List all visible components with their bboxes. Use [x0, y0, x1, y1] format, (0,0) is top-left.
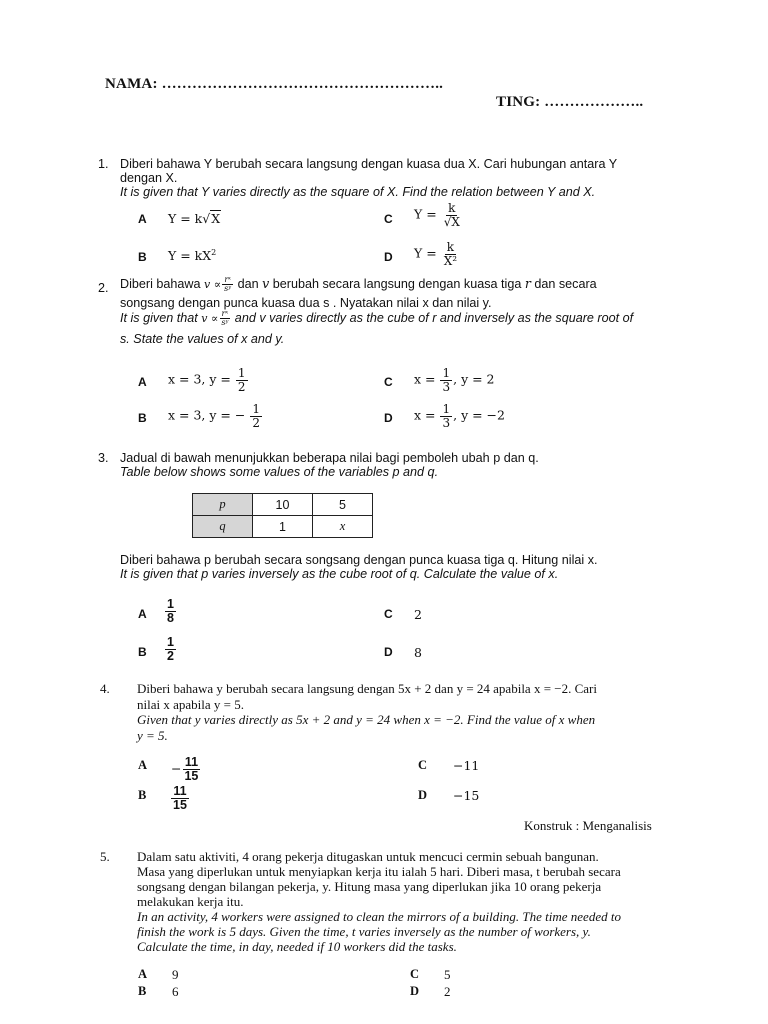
fraction-denominator: sʸ [221, 318, 229, 328]
option-fraction [236, 367, 248, 393]
question-5-malay-line-3: songsang dengan bilangan pekerja, y. Hitung masa yang diperlukan jika 10 orang pekerja [137, 879, 602, 894]
fraction-numerator: 11 [184, 755, 199, 769]
sqrt-symbol: √ [202, 211, 211, 226]
question-4-english-line-1: Given that y varies directly as 5x + 2 and y = 24 when x = −2. Find the value of x when [137, 712, 596, 727]
question-5-english-line-1: In an activity, 4 workers were assigned to clean the mirrors of a building. The time needed to [137, 909, 621, 924]
question-5-number: 5. [100, 849, 110, 864]
option-prefix: x = 3, y = − [168, 407, 246, 423]
math-expression: v ∝ [204, 278, 222, 292]
q4-option-a-expression[interactable] [171, 756, 201, 783]
table-cell: x [313, 516, 373, 538]
question-1-malay-line-2: dengan X. [120, 171, 178, 185]
q3-option-b-expression[interactable] [164, 636, 177, 663]
math-variable: v [262, 276, 270, 292]
text-segment: Diberi bahawa [120, 277, 205, 292]
question-5-malay-line-1: Dalam satu aktiviti, 4 orang pekerja ditugaskan untuk mencuci cermin sebuah bangunan. [137, 849, 599, 864]
text-segment: dan secara [530, 277, 597, 292]
fraction-numerator: 11 [173, 784, 187, 798]
question-3-english: Table below shows some values of the variables p and q. [120, 465, 439, 479]
fraction-denominator: √X [443, 214, 460, 229]
q1-option-d-lhs: Y = [414, 245, 437, 261]
q1-option-c-letter[interactable]: C [384, 212, 393, 226]
question-2-malay-line-2: songsang dengan punca kuasa dua s . Nyatakan nilai x dan nilai y. [120, 296, 492, 310]
fraction-denominator: 15 [184, 769, 199, 784]
q4-option-a-letter[interactable]: A [138, 758, 148, 772]
q2-option-b-letter[interactable]: B [138, 411, 147, 425]
fraction-numerator: 1 [442, 366, 451, 380]
option-fraction [440, 403, 452, 429]
minus-sign: − [171, 761, 182, 777]
q1-option-d-letter[interactable]: D [384, 250, 393, 264]
math-fraction [222, 276, 233, 294]
option-fraction [250, 403, 262, 429]
option-fraction [165, 636, 176, 663]
q3-option-a-letter[interactable]: A [138, 607, 147, 621]
table-cell-header: q [193, 516, 253, 538]
q3-option-a-expression[interactable] [164, 598, 177, 625]
q1-option-b-text: Y = kX [168, 248, 212, 264]
question-3-number: 3. [98, 451, 109, 465]
q1-option-d-fraction [442, 241, 459, 267]
question-2-malay-line-1 [120, 276, 597, 294]
fraction-numerator: 1 [442, 402, 451, 416]
fraction-numerator: k [448, 201, 456, 215]
fraction-numerator: rˣ [224, 275, 231, 284]
q3-option-d-value[interactable]: 8 [414, 645, 422, 660]
option-prefix: x = [414, 371, 436, 387]
question-1-english: It is given that Y varies directly as the square of X. Find the relation between Y and X. [120, 185, 596, 199]
q1-option-c-expression[interactable] [414, 202, 463, 228]
pq-values-table [192, 493, 373, 538]
question-1-number: 1. [98, 157, 109, 171]
q2-option-b-expression[interactable] [168, 403, 263, 429]
question-2-english-line-2: s. State the values of x and y. [120, 332, 285, 346]
form-field-label: TING: ……………….. [496, 94, 644, 110]
q2-option-c-letter[interactable]: C [384, 375, 393, 389]
q5-option-d-value[interactable]: 2 [444, 984, 451, 999]
q1-option-c-lhs: Y = [414, 206, 437, 222]
text-segment: berubah secara langsung dengan kuasa tiga [269, 277, 525, 292]
option-fraction [440, 367, 452, 393]
q5-option-c-letter[interactable]: C [410, 967, 420, 981]
question-1-malay-line-1: Diberi bahawa Y berubah secara langsung dengan kuasa dua X. Cari hubungan antara Y [120, 157, 618, 171]
option-prefix: x = [414, 407, 436, 423]
option-prefix: x = 3, y = [168, 371, 231, 387]
q5-option-d-letter[interactable]: D [410, 984, 420, 998]
fraction-numerator: 1 [252, 402, 260, 416]
fraction-numerator: 1 [167, 635, 174, 649]
option-fraction [171, 785, 189, 812]
question-5-malay-line-2: Masa yang diperlukan untuk menyiapkan kerja itu ialah 5 hari. Diberi masa, t berubah secara [137, 864, 621, 879]
question-2-english-line-1 [120, 310, 633, 328]
q2-option-c-expression[interactable] [414, 367, 495, 393]
question-5-english-line-2: finish the work is 5 days. Given the time, t varies inversely as the number of workers, y. [137, 924, 591, 939]
q5-option-a-letter[interactable]: A [138, 967, 148, 981]
q1-option-c-fraction [442, 202, 462, 228]
q2-option-a-letter[interactable]: A [138, 375, 147, 389]
q1-option-b-letter[interactable]: B [138, 250, 147, 264]
q3-option-c-letter[interactable]: C [384, 607, 393, 621]
q2-option-d-expression[interactable] [414, 403, 505, 429]
q1-option-d-expression[interactable] [414, 241, 460, 267]
q1-option-a-prefix: Y = k [168, 211, 203, 226]
table-cell-header: p [193, 494, 253, 516]
construct-label: Konstruk : Menganalisis [524, 818, 652, 833]
q4-option-d-value[interactable]: −15 [453, 788, 480, 803]
fraction-numerator: rˣ [221, 309, 229, 318]
fraction-denominator: 15 [173, 798, 187, 813]
fraction-denominator: 8 [167, 611, 174, 626]
fraction-denominator: sʸ [224, 284, 232, 294]
option-suffix: , y = 2 [453, 371, 495, 387]
q4-option-c-letter[interactable]: C [418, 758, 428, 772]
fraction-denominator: 2 [252, 415, 260, 430]
math-fraction [219, 310, 230, 328]
question-3-english-2: It is given that p varies inversely as the cube root of q. Calculate the value of x. [120, 567, 559, 581]
math-expression: v ∝ [201, 312, 219, 326]
q1-option-a-expression[interactable] [168, 211, 221, 226]
q1-option-a-letter[interactable]: A [138, 212, 147, 226]
question-3-malay-2: Diberi bahawa p berubah secara songsang dengan punca kuasa tiga q. Hitung nilai x. [120, 553, 598, 567]
option-fraction [165, 598, 176, 625]
q3-option-b-letter[interactable]: B [138, 645, 147, 659]
fraction-numerator: k [446, 240, 454, 254]
fraction-denominator: 2 [167, 649, 174, 664]
q2-option-d-letter[interactable]: D [384, 411, 393, 425]
table-row [193, 494, 373, 516]
table-cell: 10 [253, 494, 313, 516]
option-suffix: , y = −2 [453, 407, 505, 423]
question-4-malay-line-1: Diberi bahawa y berubah secara langsung dengan 5x + 2 dan y = 24 apabila x = −2. Cari [137, 681, 597, 696]
text-segment: It is given that [120, 311, 202, 326]
question-5-english-line-3: Calculate the time, in day, needed if 10 workers did the tasks. [137, 939, 457, 954]
table-cell: 1 [253, 516, 313, 538]
math-variable: r [524, 276, 531, 292]
fraction-denominator: 3 [442, 379, 451, 394]
q1-option-a-radicand: X [211, 211, 221, 226]
question-4-malay-line-2: nilai x apabila y = 5. [137, 697, 244, 712]
fraction-numerator: 1 [237, 366, 246, 380]
q5-option-c-value[interactable]: 5 [444, 967, 451, 982]
q2-option-a-expression[interactable] [168, 367, 249, 393]
table-row [193, 516, 373, 538]
question-4-number: 4. [100, 681, 110, 696]
text-segment: dan [234, 277, 263, 292]
question-3-malay: Jadual di bawah menunjukkan beberapa nilai bagi pemboleh ubah p dan q. [120, 451, 539, 465]
option-fraction [182, 756, 200, 783]
q5-option-b-value[interactable]: 6 [172, 984, 179, 999]
q3-option-d-letter[interactable]: D [384, 645, 393, 659]
q4-option-b-letter[interactable]: B [138, 788, 147, 802]
q5-option-b-letter[interactable]: B [138, 984, 147, 998]
text-segment: and v varies directly as the cube of r and inversely as the square root of [231, 311, 634, 326]
q4-option-d-letter[interactable]: D [418, 788, 428, 802]
question-4-english-line-2: y = 5. [137, 728, 168, 743]
q5-option-a-value[interactable]: 9 [172, 967, 179, 982]
q1-option-b-expression[interactable] [168, 248, 216, 263]
fraction-denominator: 3 [442, 415, 451, 430]
q4-option-c-value[interactable]: −11 [453, 758, 480, 773]
q4-option-b-expression[interactable] [170, 785, 190, 812]
q3-option-c-value[interactable]: 2 [414, 607, 422, 622]
question-5-malay-line-4: melakukan kerja itu. [137, 894, 244, 909]
fraction-denominator: 2 [237, 379, 246, 394]
name-field-label: NAMA: ……………………………………………….. [105, 76, 444, 92]
table-cell: 5 [313, 494, 373, 516]
q1-option-b-exponent: 2 [211, 248, 217, 257]
fraction-denominator: X² [443, 253, 458, 268]
fraction-numerator: 1 [167, 597, 174, 611]
question-2-number: 2. [98, 281, 109, 295]
